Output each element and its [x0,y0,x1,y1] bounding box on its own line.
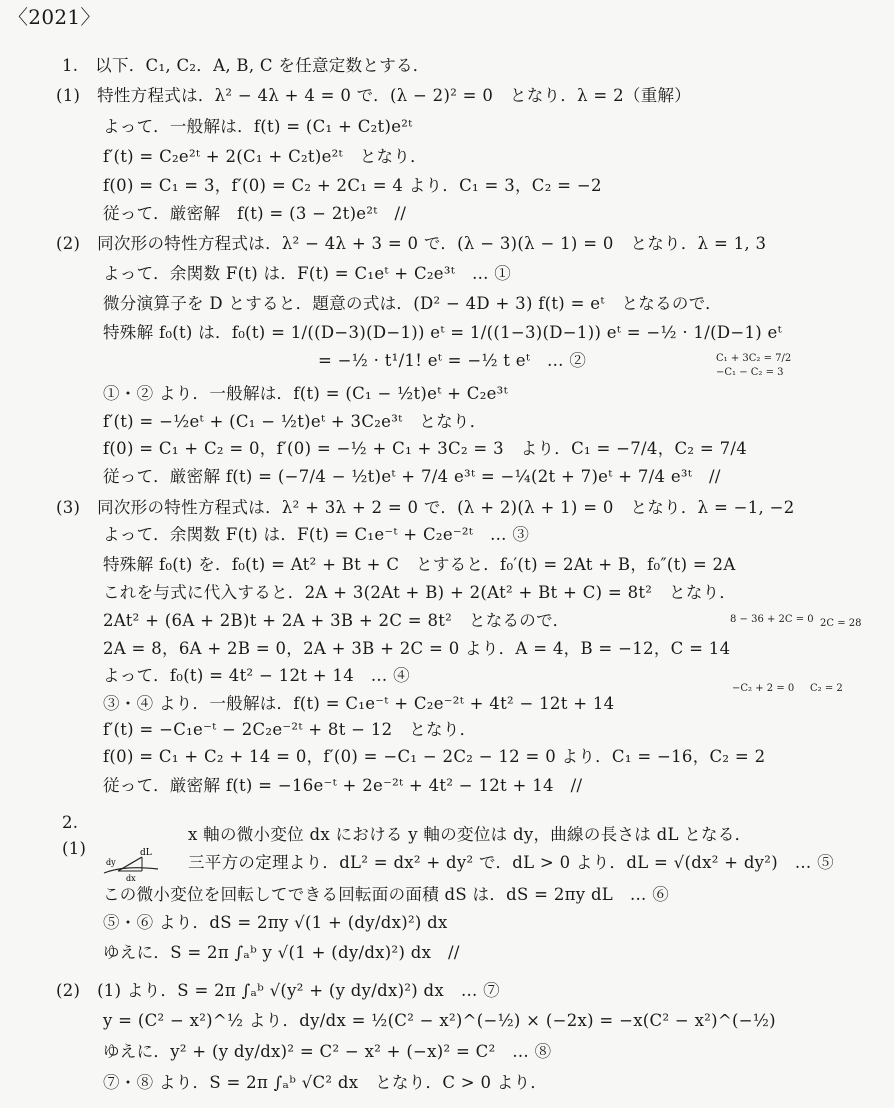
sketch-dl-label: dL [140,848,152,858]
p1-3-line-7: よって．f₀(t) = 4t² − 12t + 14 … ④ [103,666,410,685]
p2-2-line-2: y = (C² − x²)^½ より．dy/dx = ½(C² − x²)^(−½) × (−2x) = −x(C² − x²)^(−½) [103,1011,776,1030]
p1-1-answer: 従って．厳密解 f(t) = (3 − 2t)e²ᵗ // [103,204,407,223]
p1-1-line-1: (1) 特性方程式は．λ² − 4λ + 4 = 0 で．(λ − 2)² = 0 となり．λ = 2（重解） [56,86,692,105]
p1-2-line-5: = −½ · t¹/1! eᵗ = −½ t eᵗ … ② [318,351,587,370]
side-note-2: −C₁ − C₂ = 3 [716,367,784,378]
side-note-4: 2C = 28 [820,618,862,629]
p1-2-line-3: 微分演算子を D とすると．題意の式は．(D² − 4D + 3) f(t) = eᵗ となるので． [103,294,722,313]
p1-3-line-5: 2At² + (6A + 2B)t + 2A + 3B + 2C = 8t² となるので． [103,611,570,630]
p2-2-line-1: (2) (1) より．S = 2π ∫ₐᵇ √(y² + (y dy/dx)²) dx … ⑦ [56,981,500,1000]
p2-1-line-1: x 軸の微小変位 dx における y 軸の変位は dy，曲線の長さは dL となる． [188,825,752,844]
p1-3-line-8: ③・④ より．一般解は．f(t) = C₁e⁻ᵗ + C₂e⁻²ᵗ + 4t² − 12t + 14 [103,694,615,713]
p1-3-line-3: 特殊解 f₀(t) を．f₀(t) = At² + Bt + C とすると．f₀′(t) = 2At + B，f₀″(t) = 2A [103,555,736,574]
side-note-6: C₂ = 2 [810,683,843,694]
sketch-dx-label: dx [126,874,136,883]
year-label: 〈2021〉 [8,5,101,29]
p1-2-line-1: (2) 同次形の特性方程式は．λ² − 4λ + 3 = 0 で．(λ − 3)(λ − 1) = 0 となり．λ = 1, 3 [56,234,767,253]
problem-1-intro: 1. 以下．C₁, C₂．A, B, C を任意定数とする． [62,56,430,75]
p1-2-line-6: ①・② より．一般解は．f(t) = (C₁ − ½t)eᵗ + C₂e³ᵗ [103,384,508,403]
p1-3-line-6: 2A = 8，6A + 2B = 0，2A + 3B + 2C = 0 より．A = 4，B = −12，C = 14 [103,639,731,658]
p1-2-line-7: f′(t) = −½eᵗ + (C₁ − ½t)eᵗ + 3C₂e³ᵗ となり． [103,412,487,431]
side-note-1: C₁ + 3C₂ = 7/2 [716,353,792,364]
problem-2-number: 2. [62,813,79,832]
p1-3-line-4: これを与式に代入すると．2A + 3(2At + B) + 2(At² + Bt + C) = 8t² となり． [103,583,737,602]
curve-element-sketch [100,845,164,887]
p1-3-line-2: よって．余関数 F(t) は．F(t) = C₁e⁻ᵗ + C₂e⁻²ᵗ … ③ [103,525,530,544]
p2-2-line-4: ⑦・⑧ より．S = 2π ∫ₐᵇ √C² dx となり．C > 0 より． [103,1073,548,1092]
side-note-5: −C₂ + 2 = 0 [732,683,795,694]
p1-3-line-9: f′(t) = −C₁e⁻ᵗ − 2C₂e⁻²ᵗ + 8t − 12 となり． [103,720,477,739]
p1-2-answer: 従って．厳密解 f(t) = (−7/4 − ½t)eᵗ + 7/4 e³ᵗ = −¼(2t + 7)eᵗ + 7/4 e³ᵗ // [103,467,721,486]
p1-3-line-10: f(0) = C₁ + C₂ + 14 = 0，f′(0) = −C₁ − 2C₂ − 12 = 0 より．C₁ = −16，C₂ = 2 [103,747,766,766]
p1-3-answer: 従って．厳密解 f(t) = −16e⁻ᵗ + 2e⁻²ᵗ + 4t² − 12t + 14 // [103,776,583,795]
p2-2-line-3: ゆえに．y² + (y dy/dx)² = C² − x² + (−x)² = C² … ⑧ [103,1042,552,1061]
p1-2-line-4: 特殊解 f₀(t) は．f₀(t) = 1/((D−3)(D−1)) eᵗ = 1/((1−3)(D−1)) eᵗ = −½ · 1/(D−1) eᵗ [103,323,782,342]
sketch-dy-label: dy [106,858,116,867]
p1-3-line-1: (3) 同次形の特性方程式は．λ² + 3λ + 2 = 0 で．(λ + 2)(λ + 1) = 0 となり．λ = −1, −2 [56,498,795,517]
p1-2-line-2: よって．余関数 F(t) は．F(t) = C₁eᵗ + C₂e³ᵗ … ① [103,264,512,283]
p1-1-line-2: よって．一般解は．f(t) = (C₁ + C₂t)e²ᵗ [103,117,413,136]
p2-1-number: (1) [62,839,87,858]
p1-1-line-3: f′(t) = C₂e²ᵗ + 2(C₁ + C₂t)e²ᵗ となり． [103,147,427,166]
side-note-3: 8 − 36 + 2C = 0 [730,614,814,625]
p2-1-line-2: 三平方の定理より．dL² = dx² + dy² で．dL > 0 より．dL = √(dx² + dy²) … ⑤ [188,853,834,872]
p2-1-answer: ゆえに．S = 2π ∫ₐᵇ y √(1 + (dy/dx)²) dx // [103,943,460,962]
p1-1-line-4: f(0) = C₁ = 3，f′(0) = C₂ + 2C₁ = 4 より．C₁ = 3，C₂ = −2 [103,176,602,195]
p2-1-line-4: ⑤・⑥ より．dS = 2πy √(1 + (dy/dx)²) dx [103,913,448,932]
p1-2-line-8: f(0) = C₁ + C₂ = 0，f′(0) = −½ + C₁ + 3C₂ = 3 より．C₁ = −7/4，C₂ = 7/4 [103,439,748,458]
p2-1-line-3: この微小変位を回転してできる回転面の面積 dS は．dS = 2πy dL … ⑥ [103,885,670,904]
